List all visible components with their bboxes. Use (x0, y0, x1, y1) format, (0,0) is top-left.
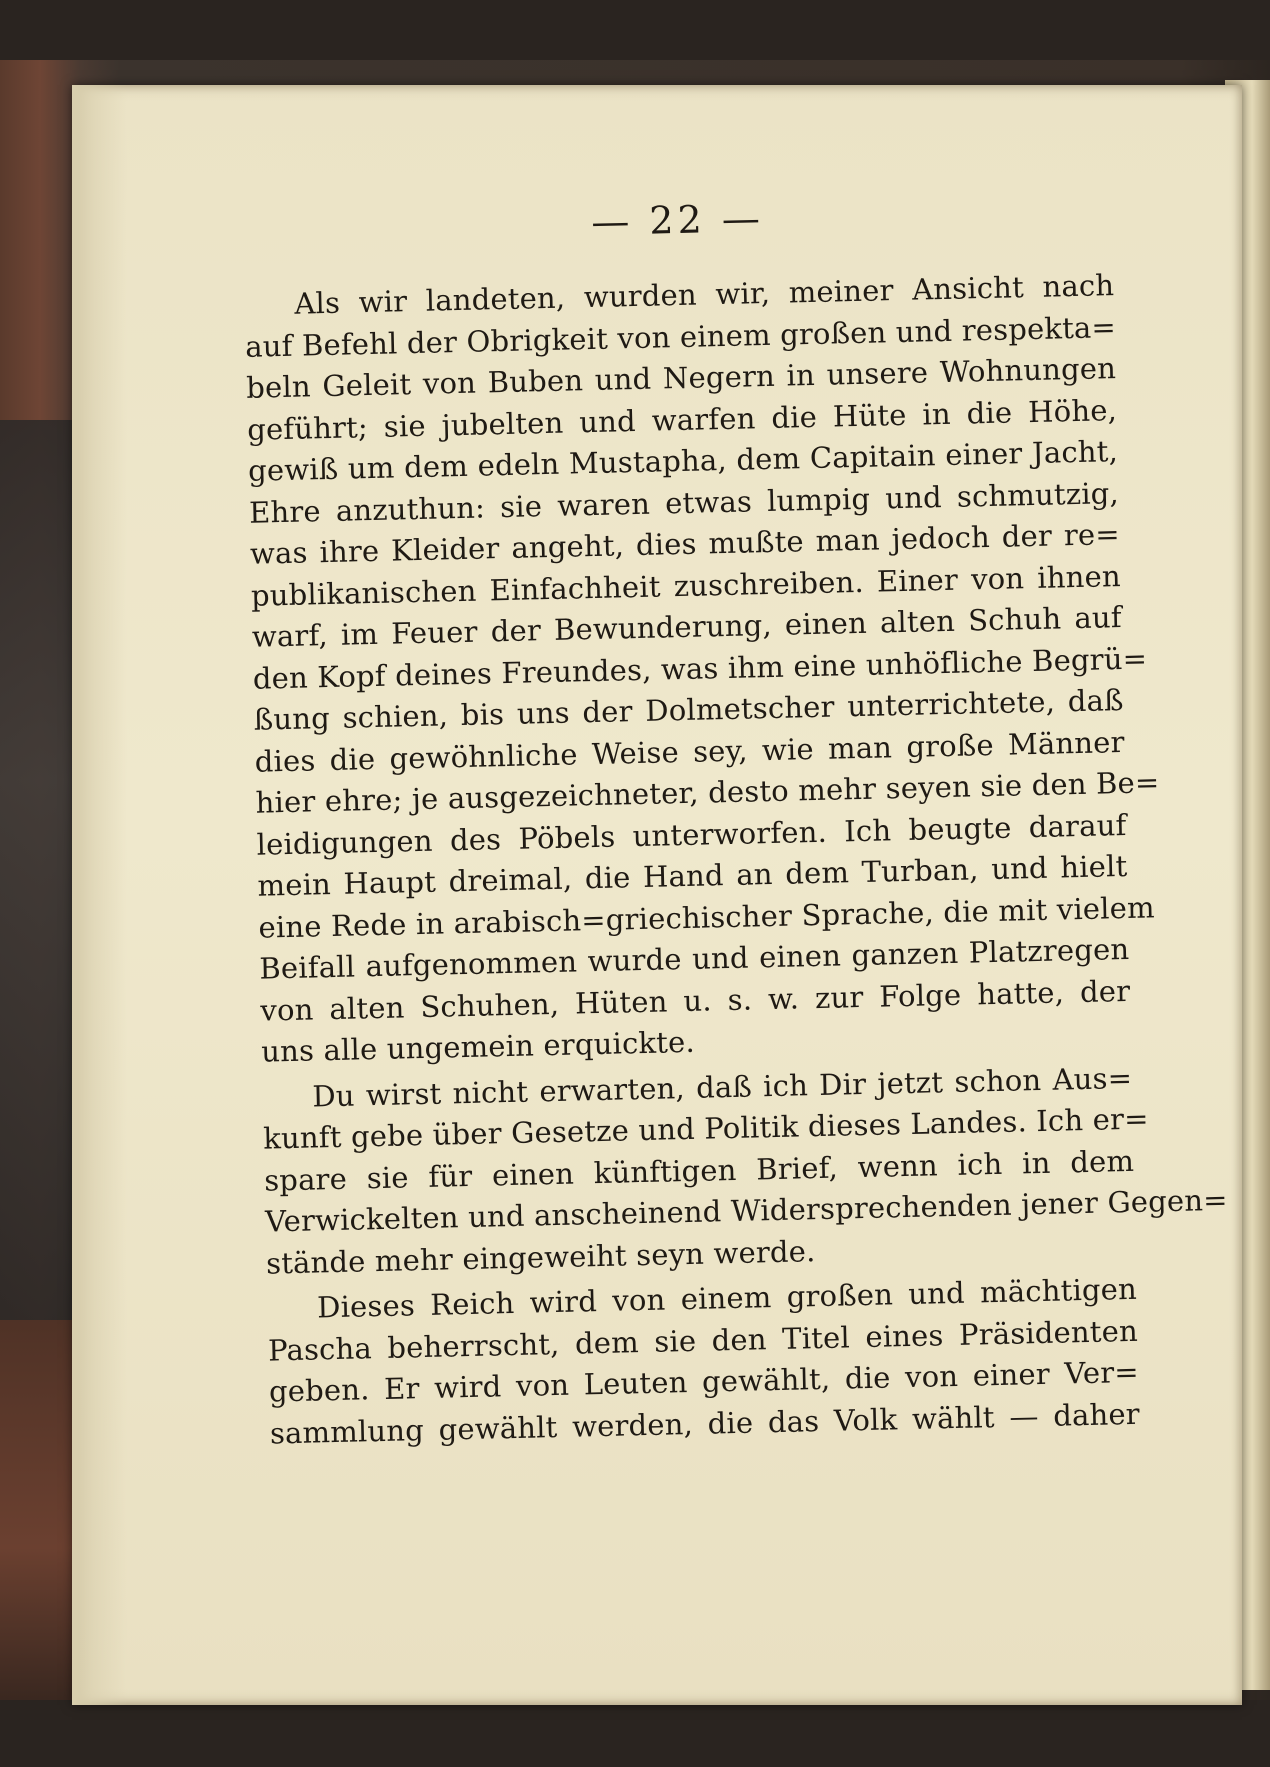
text-line: Als wir landeten, wurden wir, meiner Ansicht nach (293, 268, 1115, 321)
text-line: warf, im Feuer der Bewunderung, einen alten Schuh auf (251, 600, 1123, 654)
text-line: ßung schien, bis uns der Dolmetscher unterrichtete, daß (253, 683, 1124, 737)
text-line: hier ehre; je ausgezeichneter, desto mehr seyen sie den Be= (255, 765, 1160, 820)
text-block (242, 185, 1229, 1454)
paragraph-2 (262, 1057, 1229, 1284)
text-line: Dieses Reich wird von einem großen und mächtigen (316, 1271, 1138, 1325)
page (72, 85, 1242, 1705)
text-line: mein Haupt dreimal, die Hand an dem Turban, und hielt (257, 848, 1128, 903)
text-line: auf Befehl der Obrigkeit von einem großen und respekta= (244, 309, 1117, 364)
text-line: eine Rede in arabisch=griechischer Sprache, die mit vielem (258, 889, 1156, 945)
text-line: uns alle ungemein erquickte. (260, 1024, 696, 1069)
text-line: was ihre Kleider angeht, dies mußte man jedoch der re= (249, 517, 1121, 571)
text-line: Pascha beherrscht, dem sie den Titel eines Präsidenten (267, 1313, 1139, 1368)
text-line: Du wirst nicht erwarten, daß ich Dir jetzt schon Aus= (311, 1060, 1133, 1114)
text-line: leidigungen des Pöbels unterworfen. Ich beugte darauf (256, 807, 1127, 862)
text-line: Beifall aufgenommen wurde und einen ganzen Platzregen (259, 931, 1130, 986)
text-line: Verwickelten und anscheinend Widersprechenden jener Gegen= (264, 1182, 1229, 1239)
paragraph-1 (244, 265, 1160, 1073)
text-line: sammlung gewählt werden, die das Volk wählt — daher (269, 1396, 1141, 1451)
text-line: geführt; sie jubelten und warfen die Hüte in die Höhe, (246, 392, 1118, 447)
text-line: gewiß um dem edeln Mustapha, dem Capitain einer Jacht, (247, 434, 1119, 488)
paragraph-3 (267, 1269, 1141, 1455)
text-line: kunft gebe über Gesetze und Politik dieses Landes. Ich er= (262, 1101, 1149, 1156)
text-line: stände mehr eingeweiht seyn werde. (265, 1233, 816, 1281)
page-gutter (72, 85, 127, 1705)
text-line: dies die gewöhnliche Weise sey, wie man große Männer (254, 724, 1125, 779)
page-number: — 22 — (590, 196, 765, 244)
text-line: von alten Schuhen, Hüten u. s. w. zur Folge hatte, der (260, 973, 1131, 1028)
text-line: Ehre anzuthun: sie waren etwas lumpig und schmutzig, (248, 475, 1120, 530)
text-line: den Kopf deines Freundes, was ihm eine unhöfliche Begrü= (252, 640, 1148, 696)
text-line: beln Geleit von Buben und Negern in unsere Wohnungen (245, 351, 1117, 405)
text-line: publikanischen Einfachheit zuschreiben. Einer von ihnen (250, 558, 1122, 613)
text-line: spare sie für einen künftigen Brief, wenn ich in dem (263, 1143, 1135, 1198)
text-line: geben. Er wird von Leuten gewählt, die von einer Ver= (268, 1354, 1140, 1409)
